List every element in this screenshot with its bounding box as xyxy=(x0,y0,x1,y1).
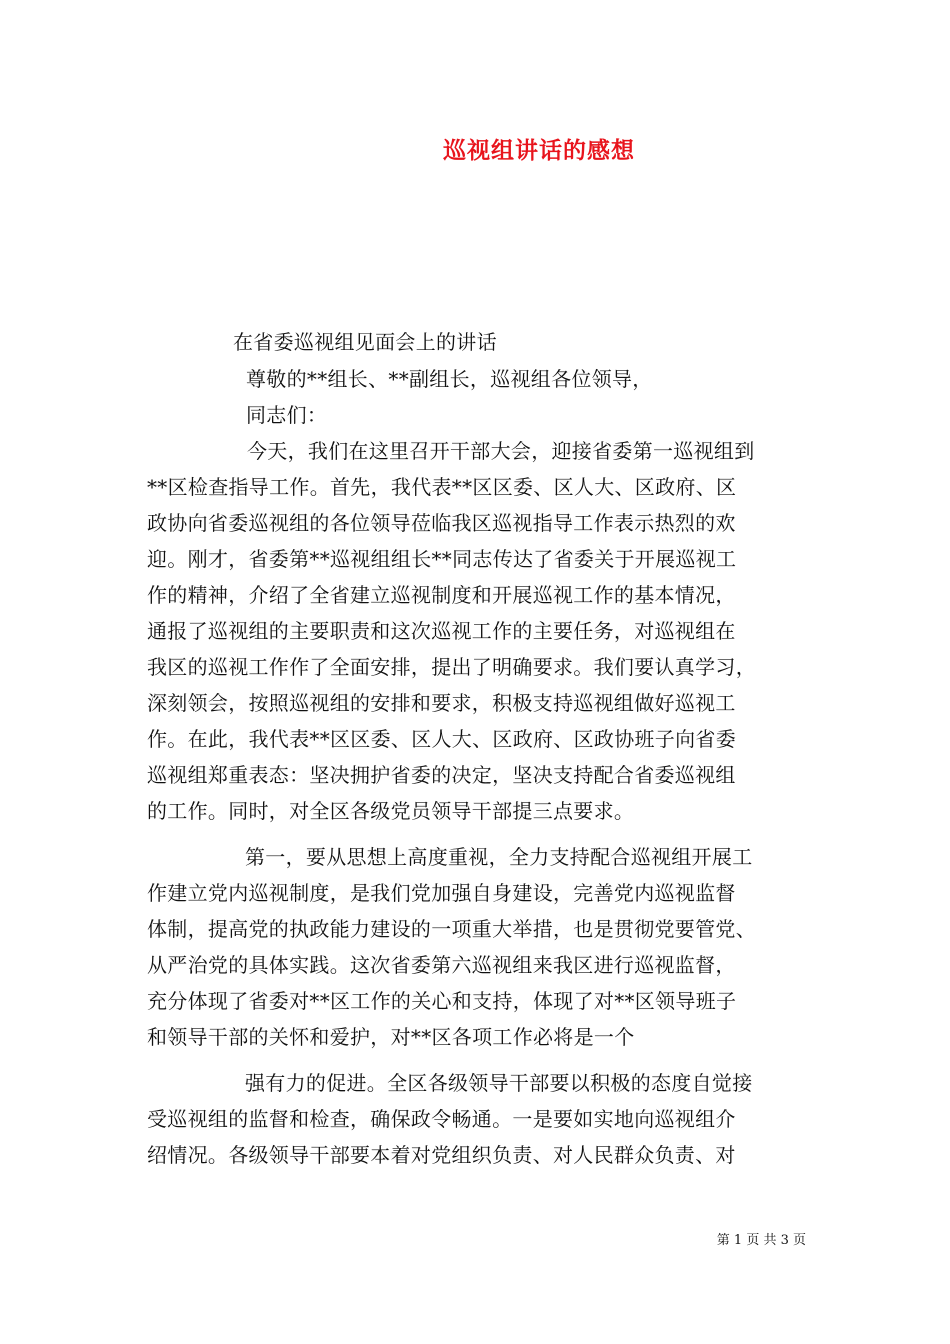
paragraph-line: 第一，要从思想上高度重视，全力支持配合巡视组开展工 xyxy=(245,845,753,869)
paragraph-line: 通报了巡视组的主要职责和这次巡视工作的主要任务，对巡视组在 xyxy=(147,619,736,643)
paragraph-line: 我区的巡视工作作了全面安排，提出了明确要求。我们要认真学习， xyxy=(147,655,756,679)
page-number: 第 1 页 共 3 页 xyxy=(716,1233,806,1248)
paragraph-line: 作建立党内巡视制度，是我们党加强自身建设，完善党内巡视监督 xyxy=(147,881,736,905)
paragraph-line: 受巡视组的监督和检查，确保政令畅通。一是要如实地向巡视组介 xyxy=(147,1107,736,1131)
paragraph-line: 作的精神，介绍了全省建立巡视制度和开展巡视工作的基本情况， xyxy=(147,583,736,607)
document-title: 巡视组讲话的感想 xyxy=(443,137,635,164)
salutation-line: 尊敬的**组长、**副组长，巡视组各位领导， xyxy=(246,367,653,391)
paragraph-line: 体制，提高党的执政能力建设的一项重大举措，也是贯彻党要管党、 xyxy=(147,917,756,941)
paragraph-line: 从严治党的具体实践。这次省委第六巡视组来我区进行巡视监督， xyxy=(147,953,736,977)
paragraph-line: 充分体现了省委对**区工作的关心和支持，体现了对**区领导班子 xyxy=(147,989,737,1013)
salutation-line-2: 同志们： xyxy=(246,403,328,427)
paragraph-line: 和领导干部的关怀和爱护，对**区各项工作必将是一个 xyxy=(147,1025,635,1049)
paragraph-line: 今天，我们在这里召开干部大会，迎接省委第一巡视组到 xyxy=(247,439,755,463)
paragraph-line: 作。在此，我代表**区区委、区人大、区政府、区政协班子向省委 xyxy=(147,727,736,751)
paragraph-line: 绍情况。各级领导干部要本着对党组织负责、对人民群众负责、对 xyxy=(147,1143,736,1167)
paragraph-line: 强有力的促进。全区各级领导干部要以积极的态度自觉接 xyxy=(245,1071,753,1095)
paragraph-line: 迎。刚才，省委第**巡视组组长**同志传达了省委关于开展巡视工 xyxy=(147,547,737,571)
paragraph-line: **区检查指导工作。首先，我代表**区区委、区人大、区政府、区 xyxy=(147,475,737,499)
document-subtitle: 在省委巡视组见面会上的讲话 xyxy=(233,330,497,354)
paragraph-line: 深刻领会，按照巡视组的安排和要求，积极支持巡视组做好巡视工 xyxy=(147,691,736,715)
paragraph-line: 政协向省委巡视组的各位领导莅临我区巡视指导工作表示热烈的欢 xyxy=(147,511,736,535)
paragraph-line: 的工作。同时，对全区各级党员领导干部提三点要求。 xyxy=(147,799,635,823)
paragraph-line: 巡视组郑重表态：坚决拥护省委的决定，坚决支持配合省委巡视组 xyxy=(147,763,736,787)
